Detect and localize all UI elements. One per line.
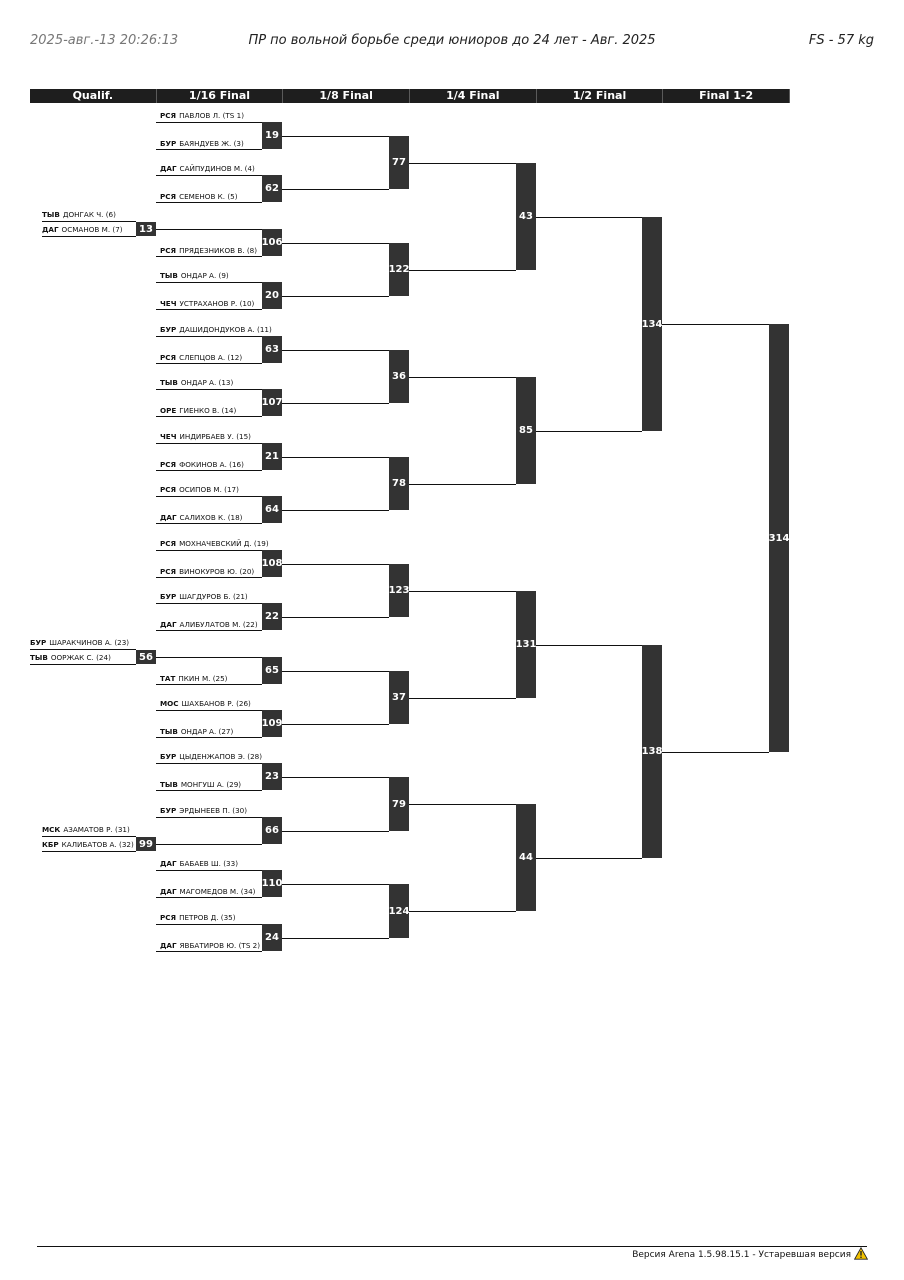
- athlete-row: [160, 513, 243, 522]
- connector-line: [282, 510, 389, 511]
- match-box[interactable]: 138: [642, 645, 662, 858]
- athlete-row: [160, 674, 227, 683]
- connector-line: [282, 350, 389, 351]
- slot-line: [156, 630, 262, 631]
- match-box[interactable]: 122: [389, 243, 409, 296]
- connector-line: [282, 189, 389, 190]
- match-box[interactable]: 64: [262, 496, 282, 523]
- match-box[interactable]: 77: [389, 136, 409, 189]
- slot-line: [156, 737, 262, 738]
- connector-line: [409, 591, 516, 592]
- slot-line: [42, 221, 136, 222]
- team-code: РСЯ: [160, 567, 177, 576]
- team-code: ТЫВ: [30, 653, 48, 662]
- athlete-name: ШАРАКЧИНОВ А. (23): [49, 638, 130, 647]
- connector-line: [282, 724, 389, 725]
- team-code: БУР: [160, 592, 177, 601]
- connector-line: [536, 217, 642, 218]
- footer-version: Версия Arena 1.5.98.15.1 - Устаревшая версия: [632, 1250, 851, 1260]
- athlete-row: [30, 653, 111, 662]
- slot-line: [42, 236, 136, 237]
- athlete-name: ОСИПОВ М. (17): [179, 485, 239, 494]
- connector-line: [409, 804, 516, 805]
- athlete-name: СЛЕПЦОВ А. (12): [179, 353, 243, 362]
- slot-line: [156, 684, 262, 685]
- slot-line: [30, 664, 136, 665]
- team-code: МОС: [160, 699, 179, 708]
- athlete-row: [160, 727, 233, 736]
- slot-line: [156, 470, 262, 471]
- athlete-name: ДАШИДОНДУКОВ А. (11): [179, 325, 272, 334]
- connector-line: [662, 752, 769, 753]
- match-box[interactable]: 79: [389, 777, 409, 831]
- athlete-row: [42, 840, 134, 849]
- slot-line: [156, 550, 262, 551]
- connector-line: [282, 884, 389, 885]
- connector-line: [282, 671, 389, 672]
- match-box[interactable]: 37: [389, 671, 409, 724]
- round-header: 1/2 Final: [537, 89, 664, 103]
- match-box[interactable]: 124: [389, 884, 409, 938]
- athlete-name: МАГОМЕДОВ М. (34): [179, 887, 256, 896]
- slot-line: [156, 229, 262, 230]
- slot-line: [156, 870, 262, 871]
- slot-line: [156, 603, 262, 604]
- athlete-row: [160, 887, 255, 896]
- athlete-row: [42, 210, 116, 219]
- slot-line: [156, 389, 262, 390]
- match-box[interactable]: 36: [389, 350, 409, 403]
- connector-line: [282, 777, 389, 778]
- athlete-row: [160, 752, 262, 761]
- athlete-row: [160, 111, 244, 120]
- athlete-name: ЦЫДЕНЖАПОВ Э. (28): [179, 752, 263, 761]
- athlete-name: АЛИБУЛАТОВ М. (22): [179, 620, 258, 629]
- slot-line: [30, 649, 136, 650]
- connector-line: [409, 163, 516, 164]
- athlete-name: БАБАЕВ Ш. (33): [179, 859, 239, 868]
- match-box[interactable]: 106: [262, 229, 282, 256]
- match-box[interactable]: 24: [262, 924, 282, 951]
- match-box[interactable]: 22: [262, 603, 282, 630]
- connector-line: [282, 243, 389, 244]
- athlete-row: [160, 913, 236, 922]
- match-box[interactable]: 123: [389, 564, 409, 617]
- match-box[interactable]: 19: [262, 122, 282, 149]
- athlete-row: [160, 780, 241, 789]
- match-box[interactable]: 63: [262, 336, 282, 363]
- athlete-row: [160, 139, 244, 148]
- team-code: РСЯ: [160, 539, 177, 548]
- team-code: ТЫВ: [42, 210, 60, 219]
- athlete-name: ПЕТРОВ Д. (35): [179, 913, 236, 922]
- athlete-name: ПРЯДЕЗНИКОВ В. (8): [179, 246, 258, 255]
- team-code: ТЫВ: [160, 780, 178, 789]
- connector-line: [409, 377, 516, 378]
- slot-line: [156, 710, 262, 711]
- connector-line: [282, 617, 389, 618]
- athlete-row: [160, 539, 269, 548]
- athlete-name: ПАВЛОВ Л. (TS 1): [179, 111, 245, 120]
- athlete-row: [160, 941, 260, 950]
- athlete-row: [42, 225, 123, 234]
- match-box[interactable]: 107: [262, 389, 282, 416]
- slot-line: [156, 122, 262, 123]
- athlete-name: ОСМАНОВ М. (7): [61, 225, 123, 234]
- team-code: ДАГ: [160, 859, 177, 868]
- athlete-name: ИНДИРБАЕВ У. (15): [179, 432, 251, 441]
- team-code: РСЯ: [160, 460, 177, 469]
- athlete-name: ВИНОКУРОВ Ю. (20): [179, 567, 255, 576]
- athlete-row: [160, 271, 229, 280]
- team-code: ДАГ: [160, 164, 177, 173]
- match-box[interactable]: 99: [136, 837, 156, 851]
- connector-line: [282, 457, 389, 458]
- slot-line: [156, 282, 262, 283]
- connector-line: [282, 403, 389, 404]
- athlete-row: [160, 246, 257, 255]
- connector-line: [409, 698, 516, 699]
- match-box[interactable]: 134: [642, 217, 662, 431]
- team-code: ОРЕ: [160, 406, 177, 415]
- athlete-name: ПКИН М. (25): [178, 674, 228, 683]
- match-box[interactable]: 131: [516, 591, 536, 698]
- final-match-box[interactable]: 314: [769, 324, 789, 752]
- athlete-name: ООРЖАК С. (24): [50, 653, 111, 662]
- team-code: БУР: [30, 638, 47, 647]
- match-box[interactable]: 23: [262, 763, 282, 790]
- slot-line: [156, 763, 262, 764]
- slot-line: [42, 851, 136, 852]
- slot-line: [42, 836, 136, 837]
- slot-line: [156, 951, 262, 952]
- athlete-row: [160, 192, 238, 201]
- connector-line: [536, 431, 642, 432]
- team-code: БУР: [160, 325, 177, 334]
- round-header: 1/4 Final: [410, 89, 537, 103]
- match-box[interactable]: 85: [516, 377, 536, 484]
- athlete-name: СЕМЕНОВ К. (5): [179, 192, 238, 201]
- slot-line: [156, 363, 262, 364]
- team-code: РСЯ: [160, 485, 177, 494]
- team-code: ДАГ: [160, 887, 177, 896]
- match-box[interactable]: 56: [136, 650, 156, 664]
- connector-line: [409, 911, 516, 912]
- athlete-row: [42, 825, 130, 834]
- athlete-row: [160, 325, 272, 334]
- team-code: ДАГ: [42, 225, 59, 234]
- slot-line: [156, 336, 262, 337]
- round-header: Final 1-2: [663, 89, 790, 103]
- round-header: 1/8 Final: [283, 89, 410, 103]
- athlete-row: [160, 806, 247, 815]
- team-code: РСЯ: [160, 192, 177, 201]
- match-box[interactable]: 109: [262, 710, 282, 737]
- team-code: ЧЕЧ: [160, 432, 177, 441]
- weight-category: FS - 57 kg: [808, 33, 874, 48]
- slot-line: [156, 496, 262, 497]
- match-box[interactable]: 66: [262, 817, 282, 844]
- athlete-row: [160, 460, 244, 469]
- team-code: РСЯ: [160, 111, 177, 120]
- timestamp: 2025-авг.-13 20:26:13: [30, 33, 179, 48]
- athlete-name: БАЯНДУЕВ Ж. (3): [179, 139, 244, 148]
- team-code: ТАТ: [160, 674, 176, 683]
- athlete-row: [30, 638, 129, 647]
- team-code: ТЫВ: [160, 271, 178, 280]
- team-code: РСЯ: [160, 353, 177, 362]
- team-code: ТЫВ: [160, 378, 178, 387]
- connector-line: [536, 645, 642, 646]
- slot-line: [156, 202, 262, 203]
- athlete-name: КАЛИБАТОВ А. (32): [61, 840, 134, 849]
- athlete-name: ОНДАР А. (9): [180, 271, 229, 280]
- footer-divider: [37, 1246, 867, 1247]
- team-code: ДАГ: [160, 513, 177, 522]
- slot-line: [156, 817, 262, 818]
- athlete-name: САЙПУДИНОВ М. (4): [179, 164, 255, 173]
- team-code: РСЯ: [160, 913, 177, 922]
- athlete-name: ШАХБАНОВ Р. (26): [181, 699, 251, 708]
- slot-line: [156, 175, 262, 176]
- match-box[interactable]: 13: [136, 222, 156, 236]
- connector-line: [409, 484, 516, 485]
- athlete-row: [160, 567, 254, 576]
- match-box[interactable]: 43: [516, 163, 536, 270]
- athlete-name: АЗАМАТОВ Р. (31): [63, 825, 130, 834]
- slot-line: [156, 443, 262, 444]
- team-code: ЧЕЧ: [160, 299, 177, 308]
- team-code: БУР: [160, 806, 177, 815]
- slot-line: [156, 577, 262, 578]
- slot-line: [156, 657, 262, 658]
- connector-line: [282, 831, 389, 832]
- slot-line: [156, 149, 262, 150]
- athlete-name: ШАГДУРОВ Б. (21): [179, 592, 248, 601]
- athlete-name: ОНДАР А. (13): [180, 378, 234, 387]
- match-box[interactable]: 20: [262, 282, 282, 309]
- connector-line: [282, 564, 389, 565]
- team-code: МСК: [42, 825, 61, 834]
- slot-line: [156, 309, 262, 310]
- connector-line: [282, 296, 389, 297]
- athlete-name: САЛИХОВ К. (18): [179, 513, 243, 522]
- team-code: ДАГ: [160, 941, 177, 950]
- slot-line: [156, 844, 262, 845]
- connector-line: [409, 270, 516, 271]
- match-box[interactable]: 108: [262, 550, 282, 577]
- connector-line: [282, 938, 389, 939]
- athlete-row: [160, 592, 248, 601]
- team-code: ТЫВ: [160, 727, 178, 736]
- athlete-name: ДОНГАК Ч. (6): [62, 210, 116, 219]
- connector-line: [662, 324, 769, 325]
- match-box[interactable]: 44: [516, 804, 536, 911]
- page-title: ПР по вольной борьбе среди юниоров до 24 лет - Авг. 2025: [248, 33, 656, 48]
- team-code: БУР: [160, 139, 177, 148]
- athlete-row: [160, 485, 239, 494]
- athlete-name: МОНГУШ А. (29): [180, 780, 242, 789]
- athlete-name: ЯВБАТИРОВ Ю. (TS 2): [179, 941, 261, 950]
- match-box[interactable]: 65: [262, 657, 282, 684]
- athlete-name: МОХНАЧЕВСКИЙ Д. (19): [179, 539, 269, 548]
- athlete-name: ОНДАР А. (27): [180, 727, 234, 736]
- team-code: ДАГ: [160, 620, 177, 629]
- slot-line: [156, 897, 262, 898]
- athlete-name: ФОКИНОВ А. (16): [179, 460, 244, 469]
- athlete-row: [160, 299, 254, 308]
- athlete-row: [160, 378, 233, 387]
- slot-line: [156, 924, 262, 925]
- athlete-row: [160, 620, 258, 629]
- athlete-row: [160, 699, 251, 708]
- match-box[interactable]: 110: [262, 870, 282, 897]
- athlete-name: ЭРДЫНЕЕВ П. (30): [179, 806, 248, 815]
- slot-line: [156, 790, 262, 791]
- athlete-row: [160, 406, 236, 415]
- slot-line: [156, 523, 262, 524]
- athlete-row: [160, 432, 251, 441]
- connector-line: [536, 858, 642, 859]
- athlete-row: [160, 164, 255, 173]
- athlete-name: УСТРАХАНОВ Р. (10): [179, 299, 255, 308]
- match-box[interactable]: 78: [389, 457, 409, 510]
- team-code: БУР: [160, 752, 177, 761]
- team-code: КБР: [42, 840, 59, 849]
- team-code: РСЯ: [160, 246, 177, 255]
- warning-icon: [854, 1247, 868, 1260]
- athlete-row: [160, 353, 242, 362]
- round-header: 1/16 Final: [157, 89, 284, 103]
- match-box[interactable]: 21: [262, 443, 282, 470]
- athlete-name: ГИЕНКО В. (14): [179, 406, 237, 415]
- connector-line: [282, 136, 389, 137]
- round-header: Qualif.: [30, 89, 157, 103]
- match-box[interactable]: 62: [262, 175, 282, 202]
- slot-line: [156, 256, 262, 257]
- slot-line: [156, 416, 262, 417]
- athlete-row: [160, 859, 238, 868]
